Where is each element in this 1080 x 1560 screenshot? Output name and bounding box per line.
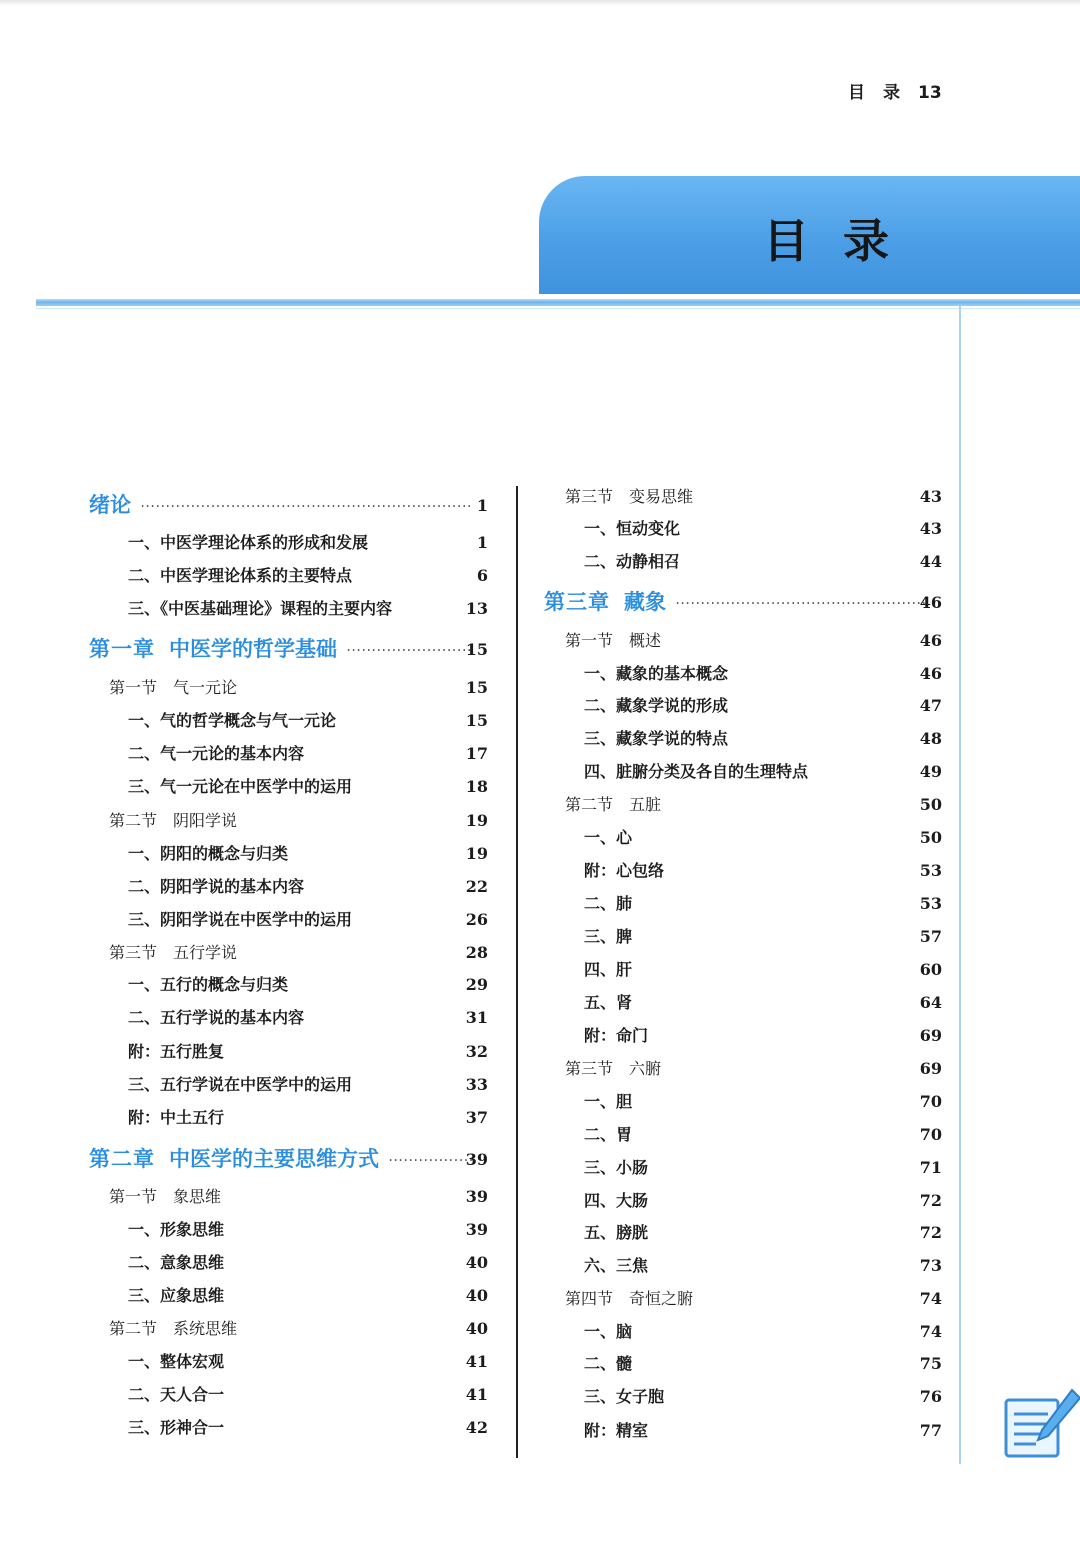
page-number: 50 [919, 828, 942, 847]
toc-item-left-7 [128, 742, 488, 766]
page-number: 69 [919, 1059, 942, 1078]
item-title: 二、藏象学说的形成 [584, 696, 729, 715]
page-number: 43 [919, 487, 942, 506]
dot-leader: .................................................. [674, 593, 926, 607]
page-number: 41 [465, 1352, 488, 1371]
page-number: 74 [919, 1289, 942, 1308]
toc-item-right-16 [584, 1024, 942, 1048]
toc-item-right-27 [584, 1385, 942, 1409]
toc-item-right-11 [584, 859, 942, 883]
item-title: 二、动静相召 [584, 552, 681, 571]
toc-item-right-7 [584, 727, 942, 751]
column-divider [516, 486, 518, 1458]
toc-item-left-18 [128, 1106, 488, 1130]
item-title: 三、《中医基础理论》课程的主要内容 [128, 599, 393, 618]
item-title: 一、恒动变化 [584, 519, 681, 538]
page-number: 69 [919, 1026, 942, 1045]
toc-section-left-24 [109, 1317, 488, 1341]
toc-chapter-left-19 [89, 1145, 488, 1173]
scan-top-shadow [0, 0, 1080, 6]
item-title: 五、膀胱 [584, 1223, 649, 1242]
item-title: 二、阴阳学说的基本内容 [128, 877, 305, 896]
toc-item-left-10 [128, 842, 488, 866]
page-number: 39 [465, 1187, 488, 1206]
toc-section-left-9 [109, 809, 488, 833]
item-title: 附：五行胜复 [128, 1042, 225, 1061]
page-number: 15 [465, 640, 488, 659]
toc-section-right-9 [565, 793, 942, 817]
page-number: 44 [919, 552, 942, 571]
item-title: 三、藏象学说的特点 [584, 729, 729, 748]
item-title: 二、五行学说的基本内容 [128, 1008, 305, 1027]
toc-item-left-22 [128, 1251, 488, 1275]
toc-item-right-28 [584, 1419, 942, 1443]
section-number: 第四节 [565, 1289, 614, 1308]
toc-chapter-left-4 [89, 635, 488, 663]
toc-item-left-17 [128, 1073, 488, 1097]
toc-item-right-22 [584, 1221, 942, 1245]
toc-item-left-11 [128, 875, 488, 899]
item-title: 附：精室 [584, 1421, 649, 1440]
toc-section-left-20 [109, 1185, 488, 1209]
chapter-number: 第二章 [89, 1147, 155, 1171]
toc-section-left-5 [109, 676, 488, 700]
page-number: 46 [919, 664, 942, 683]
page-number: 39 [465, 1150, 488, 1169]
section-number: 第一节 [109, 678, 158, 697]
toc-item-right-20 [584, 1156, 942, 1180]
notepad-pencil-icon [1002, 1386, 1080, 1464]
section-number: 第二节 [109, 811, 158, 830]
chapter-title: 绪论 [89, 493, 131, 517]
item-title: 三、小肠 [584, 1158, 649, 1177]
page-number: 1 [476, 533, 488, 552]
toc-item-right-15 [584, 991, 942, 1015]
toc-item-left-15 [128, 1006, 488, 1030]
item-title: 一、藏象的基本概念 [584, 664, 729, 683]
page-number: 42 [465, 1418, 488, 1437]
toc-chapter-left-0 [89, 491, 488, 519]
item-title: 一、中医学理论体系的形成和发展 [128, 533, 369, 552]
running-header [848, 78, 942, 103]
page-title: 目录 [763, 214, 923, 268]
page-number: 48 [919, 729, 942, 748]
item-title: 三、气一元论在中医学中的运用 [128, 777, 353, 796]
section-title: 五行学说 [173, 943, 238, 962]
dot-leader: ................. [387, 1150, 473, 1164]
item-title: 一、形象思维 [128, 1220, 225, 1239]
item-title: 四、大肠 [584, 1191, 649, 1210]
page-number: 72 [919, 1191, 942, 1210]
item-title: 三、女子胞 [584, 1387, 665, 1406]
page-number: 33 [465, 1075, 488, 1094]
page-number: 43 [919, 519, 942, 538]
section-title: 气一元论 [173, 678, 238, 697]
toc-item-left-26 [128, 1383, 488, 1407]
section-title: 象思维 [173, 1187, 222, 1206]
page-number: 70 [919, 1092, 942, 1111]
dot-leader: .................................................................. [139, 496, 471, 510]
item-title: 附：中土五行 [128, 1108, 225, 1127]
section-title: 概述 [629, 631, 662, 650]
item-title: 三、形神合一 [128, 1418, 225, 1437]
chapter-title: 藏象 [624, 590, 666, 614]
page-number: 29 [465, 975, 488, 994]
toc-section-left-13 [109, 941, 488, 965]
right-margin-line [959, 306, 961, 1464]
item-title: 二、胃 [584, 1125, 633, 1144]
page-number: 22 [465, 877, 488, 896]
page-number: 60 [919, 960, 942, 979]
item-title: 一、心 [584, 828, 633, 847]
toc-item-right-19 [584, 1123, 942, 1147]
section-title: 阴阳学说 [173, 811, 238, 830]
item-title: 六、三焦 [584, 1256, 649, 1275]
toc-item-left-3 [128, 597, 488, 621]
toc-item-right-23 [584, 1254, 942, 1278]
section-title: 变易思维 [629, 487, 694, 506]
item-title: 二、髓 [584, 1354, 633, 1373]
toc-section-right-0 [565, 485, 942, 509]
item-title: 二、天人合一 [128, 1385, 225, 1404]
toc-section-right-24 [565, 1287, 942, 1311]
item-title: 四、肝 [584, 960, 633, 979]
section-number: 第二节 [109, 1319, 158, 1338]
header-rule [36, 299, 1080, 306]
item-title: 附：心包络 [584, 861, 665, 880]
page-number: 76 [919, 1387, 942, 1406]
section-title: 奇恒之腑 [629, 1289, 694, 1308]
page-number: 19 [465, 811, 488, 830]
section-title: 六腑 [629, 1059, 662, 1078]
page-number: 17 [465, 744, 488, 763]
page-number: 64 [919, 993, 942, 1012]
page-number: 41 [465, 1385, 488, 1404]
section-number: 第三节 [565, 1059, 614, 1078]
chapter-title: 中医学的哲学基础 [169, 637, 337, 661]
section-number: 第一节 [109, 1187, 158, 1206]
item-title: 附：命门 [584, 1026, 649, 1045]
page-number: 39 [465, 1220, 488, 1239]
toc-chapter-right-3 [544, 588, 942, 616]
item-title: 四、脏腑分类及各自的生理特点 [584, 762, 809, 781]
page-number: 72 [919, 1223, 942, 1242]
page-number: 47 [919, 696, 942, 715]
page-number: 6 [476, 566, 488, 585]
toc-item-right-1 [584, 517, 942, 541]
chapter-number: 第一章 [89, 637, 155, 661]
toc-item-left-1 [128, 531, 488, 555]
toc-item-right-18 [584, 1090, 942, 1114]
item-title: 二、肺 [584, 894, 633, 913]
item-title: 一、气的哲学概念与气一元论 [128, 711, 337, 730]
section-title: 五脏 [629, 795, 662, 814]
chapter-number: 第三章 [544, 590, 610, 614]
toc-item-left-2 [128, 564, 488, 588]
page-number: 15 [465, 711, 488, 730]
page-number: 46 [919, 593, 942, 612]
page-number: 26 [465, 910, 488, 929]
chapter-title: 中医学的主要思维方式 [169, 1147, 379, 1171]
page-number: 57 [919, 927, 942, 946]
page-number: 1 [476, 496, 488, 515]
toc-item-right-21 [584, 1189, 942, 1213]
dot-leader: ......................... [345, 640, 471, 654]
page-number: 40 [465, 1319, 488, 1338]
toc-item-left-14 [128, 973, 488, 997]
page-number: 13 [465, 599, 488, 618]
item-title: 三、五行学说在中医学中的运用 [128, 1075, 353, 1094]
page-number: 70 [919, 1125, 942, 1144]
item-title: 三、阴阳学说在中医学中的运用 [128, 910, 353, 929]
page-number: 37 [465, 1108, 488, 1127]
page-number: 19 [465, 844, 488, 863]
toc-item-left-27 [128, 1416, 488, 1440]
section-title: 系统思维 [173, 1319, 238, 1338]
item-title: 三、脾 [584, 927, 633, 946]
toc-item-right-13 [584, 925, 942, 949]
page-number: 53 [919, 861, 942, 880]
page-number: 77 [919, 1421, 942, 1440]
section-number: 第三节 [109, 943, 158, 962]
page-number: 15 [465, 678, 488, 697]
page-number: 46 [919, 631, 942, 650]
page-number: 71 [919, 1158, 942, 1177]
toc-item-right-8 [584, 760, 942, 784]
page-number: 32 [465, 1042, 488, 1061]
item-title: 一、脑 [584, 1322, 633, 1341]
toc-item-right-25 [584, 1320, 942, 1344]
item-title: 三、应象思维 [128, 1286, 225, 1305]
page-number: 28 [465, 943, 488, 962]
toc-item-right-6 [584, 694, 942, 718]
toc-item-left-16 [128, 1040, 488, 1064]
page-number: 49 [919, 762, 942, 781]
page-number: 75 [919, 1354, 942, 1373]
item-title: 一、整体宏观 [128, 1352, 225, 1371]
toc-item-left-21 [128, 1218, 488, 1242]
running-header-page: 13 [918, 83, 942, 103]
toc-section-right-17 [565, 1057, 942, 1081]
item-title: 一、五行的概念与归类 [128, 975, 289, 994]
toc-item-right-2 [584, 550, 942, 574]
page-number: 40 [465, 1286, 488, 1305]
item-title: 二、中医学理论体系的主要特点 [128, 566, 353, 585]
page-number: 50 [919, 795, 942, 814]
item-title: 一、胆 [584, 1092, 633, 1111]
toc-item-left-12 [128, 908, 488, 932]
item-title: 二、意象思维 [128, 1253, 225, 1272]
toc-item-right-5 [584, 662, 942, 686]
item-title: 一、阴阳的概念与归类 [128, 844, 289, 863]
page-number: 73 [919, 1256, 942, 1275]
item-title: 五、肾 [584, 993, 633, 1012]
toc-item-right-26 [584, 1352, 942, 1376]
page-number: 18 [465, 777, 488, 796]
page-number: 53 [919, 894, 942, 913]
section-number: 第一节 [565, 631, 614, 650]
page-number: 74 [919, 1322, 942, 1341]
toc-item-right-14 [584, 958, 942, 982]
toc-section-right-4 [565, 629, 942, 653]
page-number: 31 [465, 1008, 488, 1027]
toc-item-left-6 [128, 709, 488, 733]
item-title: 二、气一元论的基本内容 [128, 744, 305, 763]
section-number: 第二节 [565, 795, 614, 814]
header-rule-shadow [36, 308, 1080, 309]
page-number: 40 [465, 1253, 488, 1272]
toc-item-left-25 [128, 1350, 488, 1374]
toc-item-left-23 [128, 1284, 488, 1308]
toc-item-right-12 [584, 892, 942, 916]
toc-item-left-8 [128, 775, 488, 799]
section-number: 第三节 [565, 487, 614, 506]
running-header-title: 目录 [848, 83, 918, 103]
toc-item-right-10 [584, 826, 942, 850]
